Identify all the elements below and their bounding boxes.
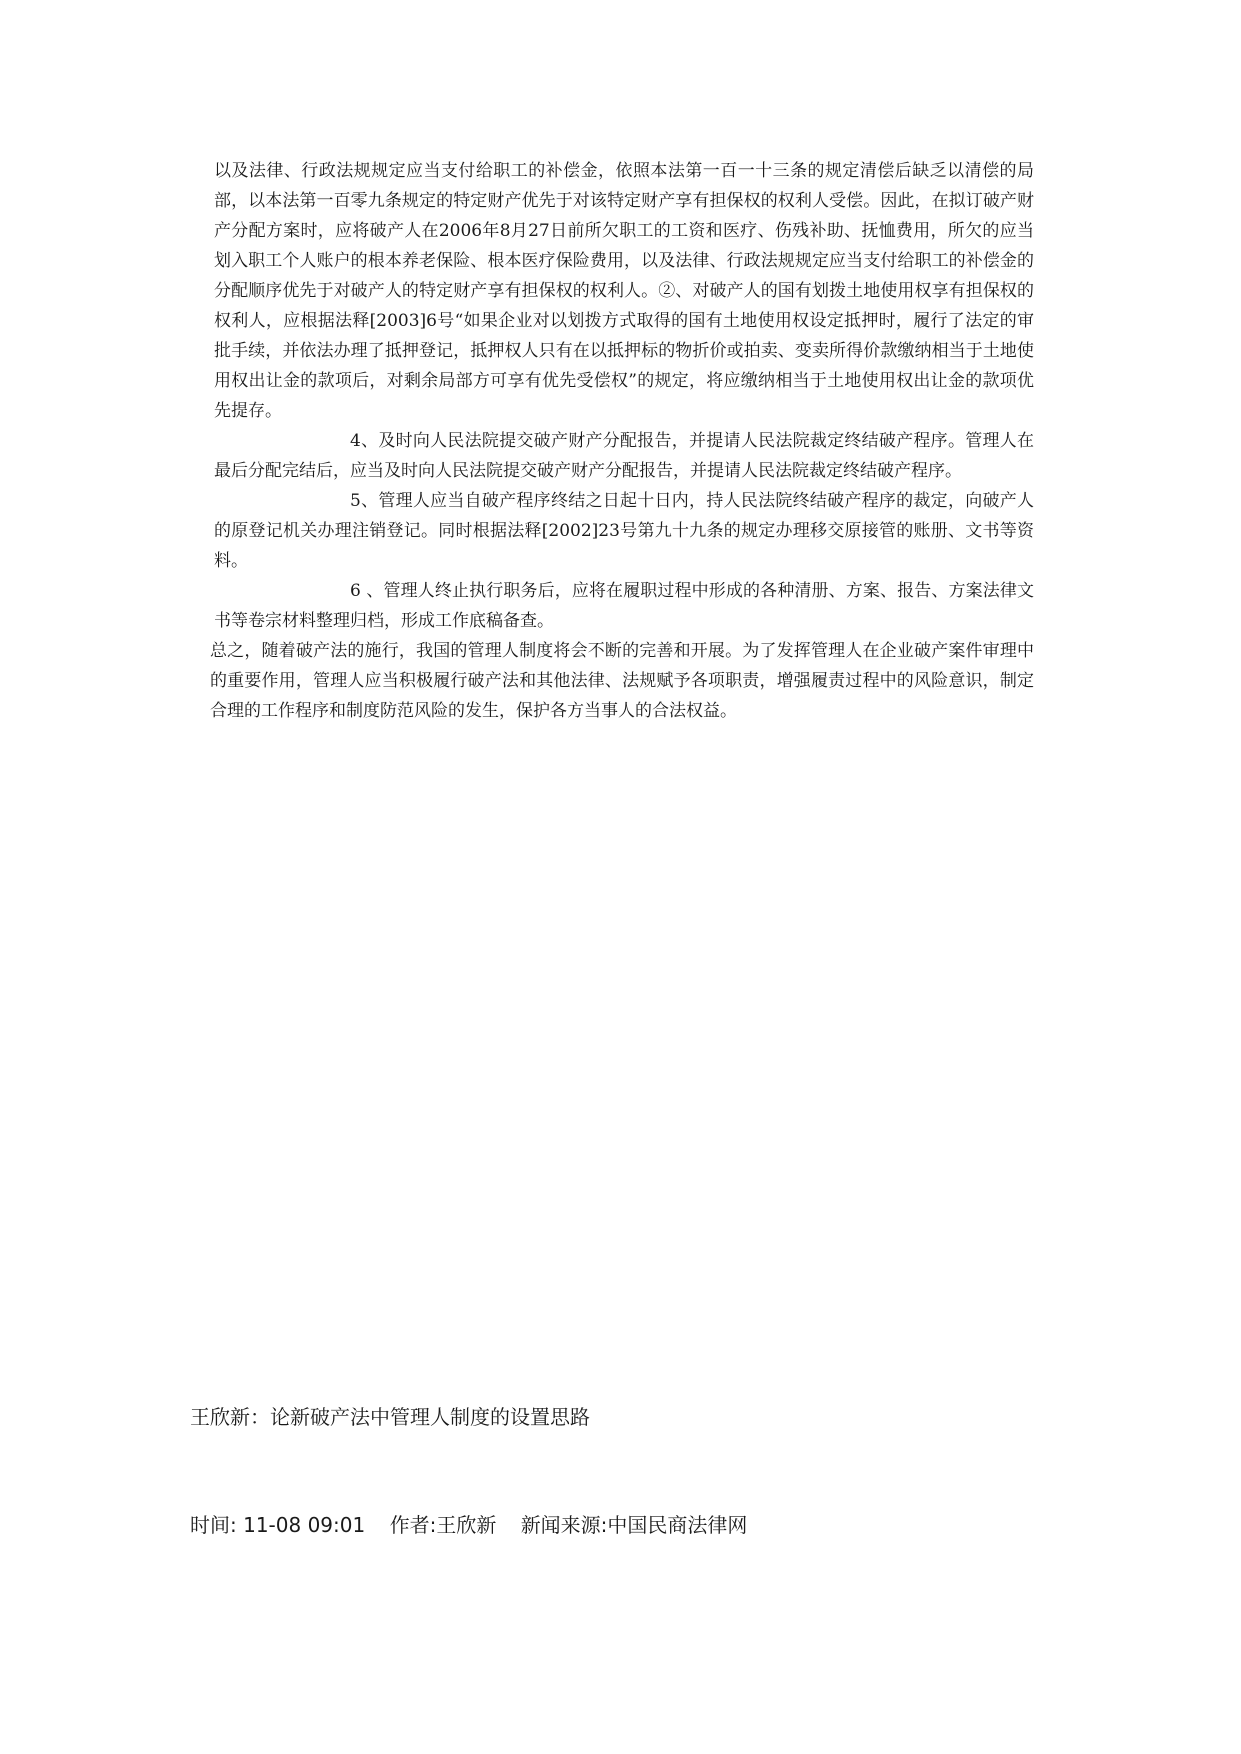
- paragraph-item-5: 5、管理人应当自破产程序终结之日起十日内，持人民法院终结破产程序的裁定，向破产人的原登记机关办理注销登记。同时根据法释[2002]23号第九十九条的规定办理移交原接管的账册、文书等资料。: [214, 491, 1034, 571]
- article-author: 作者:王欣新: [389, 1513, 497, 1537]
- paragraph-item-4: 4、及时向人民法院提交破产财产分配报告，并提请人民法院裁定终结破产程序。管理人在最后分配完结后，应当及时向人民法院提交破产财产分配报告，并提请人民法院裁定终结破产程序。: [214, 431, 1034, 481]
- document-body: [210, 156, 1034, 726]
- article-time: 时间: 11-08 09:01: [190, 1513, 366, 1537]
- paragraph-conclusion: 总之，随着破产法的施行，我国的管理人制度将会不断的完善和开展。为了发挥管理人在企业破产案件审理中的重要作用，管理人应当积极履行破产法和其他法律、法规赋予各项职责，增强履责过程中的风险意识，制定合理的工作程序和制度防范风险的发生，保护各方当事人的合法权益。: [210, 641, 1034, 721]
- article-title: 王欣新：论新破产法中管理人制度的设置思路: [190, 1405, 590, 1429]
- article-meta: [190, 1510, 765, 1540]
- article-source: 新闻来源:中国民商法律网: [520, 1513, 748, 1537]
- paragraph-item-6: 6 、管理人终止执行职务后，应将在履职过程中形成的各种清册、方案、报告、方案法律文书等卷宗材料整理归档，形成工作底稿备查。: [214, 581, 1034, 631]
- paragraph-distribution-order: 以及法律、行政法规规定应当支付给职工的补偿金，依照本法第一百一十三条的规定清偿后缺乏以清偿的局部，以本法第一百零九条规定的特定财产优先于对该特定财产享有担保权的权利人受偿。因此，在拟订破产财产分配方案时，应将破产人在2006年8月27日前所欠职工的工资和医疗、伤残补助、抚恤费用，所欠的应当划入职工个人账户的根本养老保险、根本医疗保险费用，以及法律、行政法规规定应当支付给职工的补偿金的分配顺序优先于对破产人的特定财产享有担保权的权利人。②、对破产人的国有划拨土地使用权享有担保权的权利人，应根据法释[2003]6号“如果企业对以划拨方式取得的国有土地使用权设定抵押时，履行了法定的审批手续，并依法办理了抵押登记，抵押权人只有在以抵押标的物折价或拍卖、变卖所得价款缴纳相当于土地使用权出让金的款项后，对剩余局部方可享有优先受偿权”的规定，将应缴纳相当于土地使用权出让金的款项优先提存。: [214, 161, 1034, 421]
